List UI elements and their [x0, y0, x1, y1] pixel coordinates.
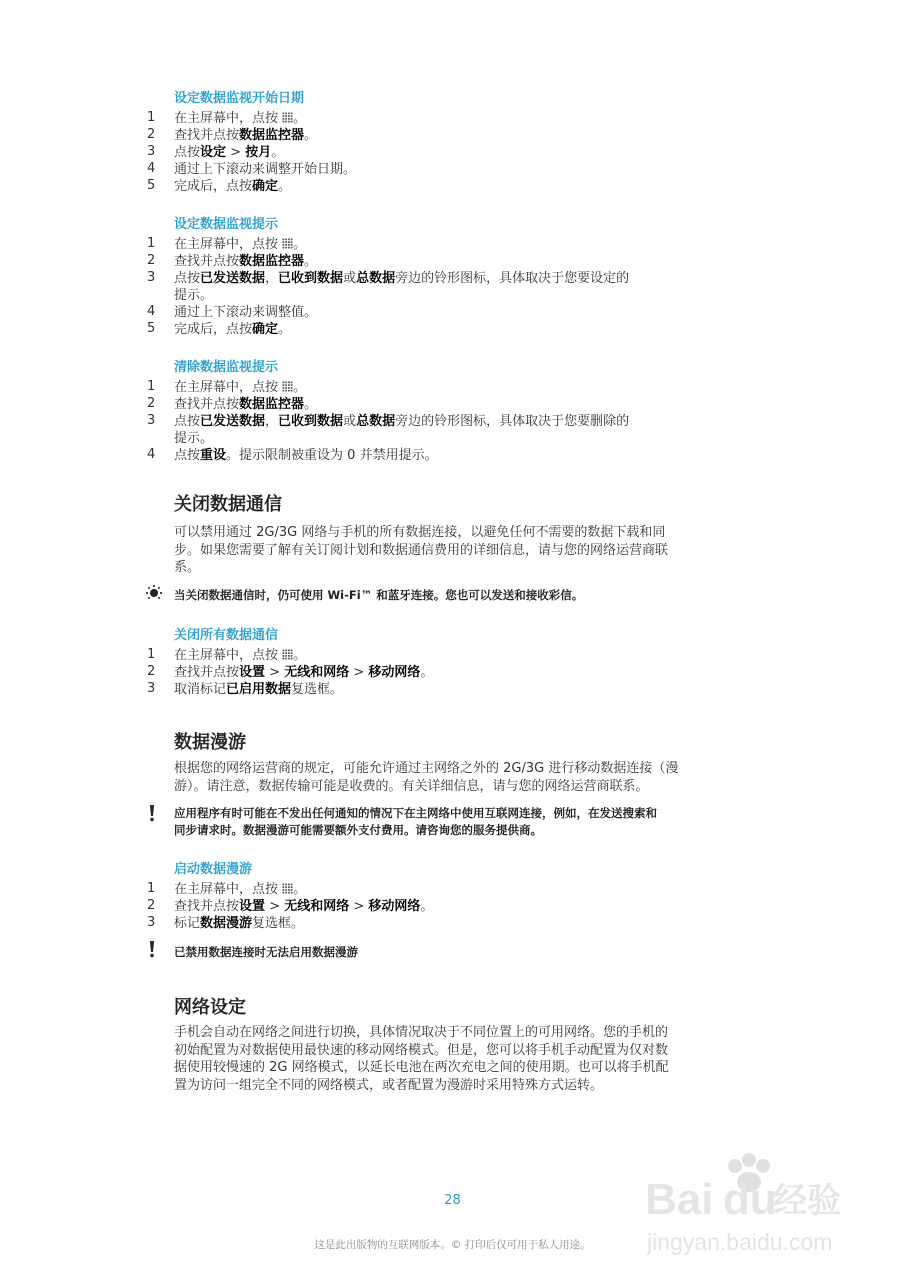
step-text-part: 。: [293, 882, 307, 897]
step-number: 2: [147, 127, 156, 142]
step-text-part: 通过上下滚动来调整开始日期。: [174, 162, 357, 177]
step-text-part: 在主屏幕中，点按: [174, 882, 283, 897]
step-text: [174, 447, 438, 464]
step-text-part: 。提示限制被重设为 0 并禁用提示。: [226, 448, 438, 463]
apps-grid-icon: [282, 649, 293, 660]
paragraph: 游）。请注意，数据传输可能是收费的。有关详细信息，请与您的网络运营商联系。: [174, 778, 649, 794]
paragraph: 初始配置为对数据使用最快速的移动网络模式。但是，您可以将手机手动配置为仅对数: [174, 1042, 669, 1058]
step-text-part: 点按: [174, 271, 201, 286]
step-text-part: 。: [278, 322, 292, 337]
watermark-brand-a: Bai: [645, 1175, 714, 1224]
step-text-part: 点按: [174, 448, 201, 463]
step-bold-term: 数据漫游: [200, 916, 253, 931]
watermark-brand-c: 经验: [773, 1181, 841, 1221]
section-title: 启动数据漫游: [174, 862, 253, 877]
step-bold-term: 重设: [200, 448, 227, 463]
step-bold-term: 确定: [252, 179, 279, 194]
step-text: [174, 898, 433, 915]
step-text-part: 在主屏幕中，点按: [174, 111, 283, 126]
step-bold-term: 已收到数据: [278, 271, 344, 286]
step-bold-term: 移动网络: [368, 665, 421, 680]
step-text-part: 旁边的铃形图标，具体取决于您要删除的: [395, 414, 630, 429]
step-text-part: 。: [293, 111, 307, 126]
step-bold-term: 设置: [239, 899, 266, 914]
step-text-part: 。: [293, 237, 307, 252]
step-number: 1: [147, 647, 156, 662]
step-text: [174, 178, 291, 195]
step-text-part: >: [226, 145, 246, 160]
step-text-part: 点按: [174, 145, 201, 160]
step-number: 5: [147, 178, 156, 193]
step-text-part: 。: [304, 397, 318, 412]
step-text-part: 通过上下滚动来调整值。: [174, 305, 318, 320]
step-number: 1: [147, 379, 156, 394]
step-bold-term: 数据监控器: [239, 254, 305, 269]
step-text-part: 点按: [174, 414, 201, 429]
step-text-part: 复选框。: [252, 916, 305, 931]
section-title: 清除数据监视提示: [174, 360, 279, 375]
paragraph: 步。如果您需要了解有关订阅计划和数据通信费用的详细信息，请与您的网络运营商联: [174, 542, 669, 558]
exclamation-warning-icon: [147, 804, 157, 822]
step-text-part: 完成后，点按: [174, 179, 253, 194]
step-text: [174, 270, 629, 287]
step-bold-term: 已启用数据: [226, 682, 292, 697]
step-number: 4: [147, 447, 156, 462]
paragraph: 可以禁用通过 2G/3G 网络与手机的所有数据连接，以避免任何不需要的数据下载和同: [174, 525, 666, 540]
step-text-part: 或: [343, 271, 357, 286]
step-text: [174, 144, 284, 161]
step-text-part: >: [349, 665, 369, 680]
step-bold-term: 确定: [252, 322, 279, 337]
step-text-part: >: [349, 899, 369, 914]
section-title: 设定数据监视提示: [174, 217, 279, 232]
step-text: [174, 881, 306, 898]
step-text: [174, 664, 433, 681]
step-number: 1: [147, 110, 156, 125]
step-text-part: 在主屏幕中，点按: [174, 237, 283, 252]
step-text-part: 。: [420, 899, 434, 914]
step-number: 4: [147, 161, 156, 176]
section-title: 关闭所有数据通信: [174, 628, 279, 643]
apps-grid-icon: [282, 883, 293, 894]
step-text-part: 。: [420, 665, 434, 680]
step-text: [174, 321, 291, 338]
step-text-part: 复选框。: [291, 682, 344, 697]
step-bold-term: 无线和网络: [284, 665, 350, 680]
page-number: 28: [444, 1193, 461, 1208]
step-text: [174, 681, 343, 698]
step-bold-term: 总数据: [356, 271, 396, 286]
step-bold-term: 设置: [239, 665, 266, 680]
exclamation-warning-icon: [147, 940, 157, 958]
step-text-part: 在主屏幕中，点按: [174, 648, 283, 663]
step-text-part: 查找并点按: [174, 254, 240, 269]
step-text: [174, 379, 306, 396]
apps-grid-icon: [282, 238, 293, 249]
step-number: 2: [147, 898, 156, 913]
step-number: 2: [147, 253, 156, 268]
step-text: [174, 915, 304, 932]
step-text-part: 。: [278, 179, 292, 194]
step-bold-term: 数据监控器: [239, 128, 305, 143]
step-text-part: >: [265, 899, 285, 914]
section-title: 设定数据监视开始日期: [174, 91, 305, 106]
step-bold-term: 数据监控器: [239, 397, 305, 412]
step-text-part: 查找并点按: [174, 128, 240, 143]
step-text-continued: 提示。: [174, 288, 214, 303]
step-text-part: >: [265, 665, 285, 680]
heading-network: 网络设定: [174, 997, 246, 1018]
step-text-part: 查找并点按: [174, 665, 240, 680]
step-bold-term: 按月: [245, 145, 272, 160]
step-bold-term: 总数据: [356, 414, 396, 429]
step-bold-term: 已发送数据: [200, 414, 266, 429]
step-text: [174, 127, 317, 144]
step-text-part: 查找并点按: [174, 899, 240, 914]
step-text-part: 取消标记: [174, 682, 227, 697]
step-text-part: 。: [304, 254, 318, 269]
step-bold-term: 设定: [200, 145, 227, 160]
step-number: 1: [147, 881, 156, 896]
step-number: 3: [147, 681, 156, 696]
step-number: 2: [147, 664, 156, 679]
step-text-part: ，: [265, 414, 279, 429]
step-text-part: 。: [293, 648, 307, 663]
step-bold-term: 无线和网络: [284, 899, 350, 914]
paragraph: 据使用较慢速的 2G 网络模式，以延长电池在两次充电之间的使用期。也可以将手机配: [174, 1060, 669, 1075]
heading-roaming: 数据漫游: [174, 732, 246, 753]
step-number: 2: [147, 396, 156, 411]
step-number: 3: [147, 915, 156, 930]
step-number: 3: [147, 144, 156, 159]
paragraph: 根据您的网络运营商的规定，可能允许通过主网络之外的 2G/3G 进行移动数据连接（漫: [174, 761, 679, 776]
step-text-part: 。: [293, 380, 307, 395]
step-number: 3: [147, 413, 156, 428]
step-text: [174, 236, 306, 253]
watermark-url: jingyan.baidu.com: [647, 1229, 833, 1255]
step-text: [174, 161, 356, 178]
step-text-part: 。: [304, 128, 318, 143]
apps-grid-icon: [282, 381, 293, 392]
step-bold-term: 移动网络: [368, 899, 421, 914]
step-text-part: ，: [265, 271, 279, 286]
step-text-part: 标记: [174, 916, 201, 931]
footer-notice: 这是此出版物的互联网版本。© 打印后仅可用于私人用途。: [314, 1239, 591, 1251]
step-number: 4: [147, 304, 156, 319]
heading-disable-data: 关闭数据通信: [174, 494, 282, 515]
step-text-continued: 提示。: [174, 431, 214, 446]
step-text-part: 。: [271, 145, 285, 160]
step-text: [174, 396, 317, 413]
step-text-part: 或: [343, 414, 357, 429]
step-text: [174, 647, 306, 664]
lightbulb-tip-icon: [143, 584, 165, 602]
step-number: 3: [147, 270, 156, 285]
watermark-brand-b: du: [723, 1175, 777, 1224]
step-text: [174, 110, 306, 127]
step-bold-term: 已收到数据: [278, 414, 344, 429]
step-text: [174, 304, 317, 321]
step-bold-term: 已发送数据: [200, 271, 266, 286]
paragraph: 手机会自动在网络之间进行切换，具体情况取决于不同位置上的可用网络。您的手机的: [174, 1025, 669, 1040]
paragraph: 置为访问一组完全不同的网络模式，或者配置为漫游时采用特殊方式运转。: [174, 1077, 604, 1093]
warning-note: 已禁用数据连接时无法启用数据漫游: [174, 945, 358, 959]
paragraph: 系。: [174, 560, 201, 575]
step-text: [174, 253, 317, 270]
warning-note: 应用程序有时可能在不发出任何通知的情况下在主网络中使用互联网连接，例如，在发送搜索和: [174, 806, 657, 820]
baidu-jingyan-watermark: [645, 1152, 865, 1262]
warning-note: 同步请求时。数据漫游可能需要额外支付费用。请咨询您的服务提供商。: [174, 823, 542, 837]
step-number: 1: [147, 236, 156, 251]
step-text-part: 完成后，点按: [174, 322, 253, 337]
step-number: 5: [147, 321, 156, 336]
step-text-part: 查找并点按: [174, 397, 240, 412]
step-text-part: 旁边的铃形图标，具体取决于您要设定的: [395, 271, 630, 286]
step-text: [174, 413, 629, 430]
step-text-part: 在主屏幕中，点按: [174, 380, 283, 395]
apps-grid-icon: [282, 112, 293, 123]
tip-note: 当关闭数据通信时，仍可使用 Wi-Fi™ 和蓝牙连接。您也可以发送和接收彩信。: [174, 588, 584, 602]
